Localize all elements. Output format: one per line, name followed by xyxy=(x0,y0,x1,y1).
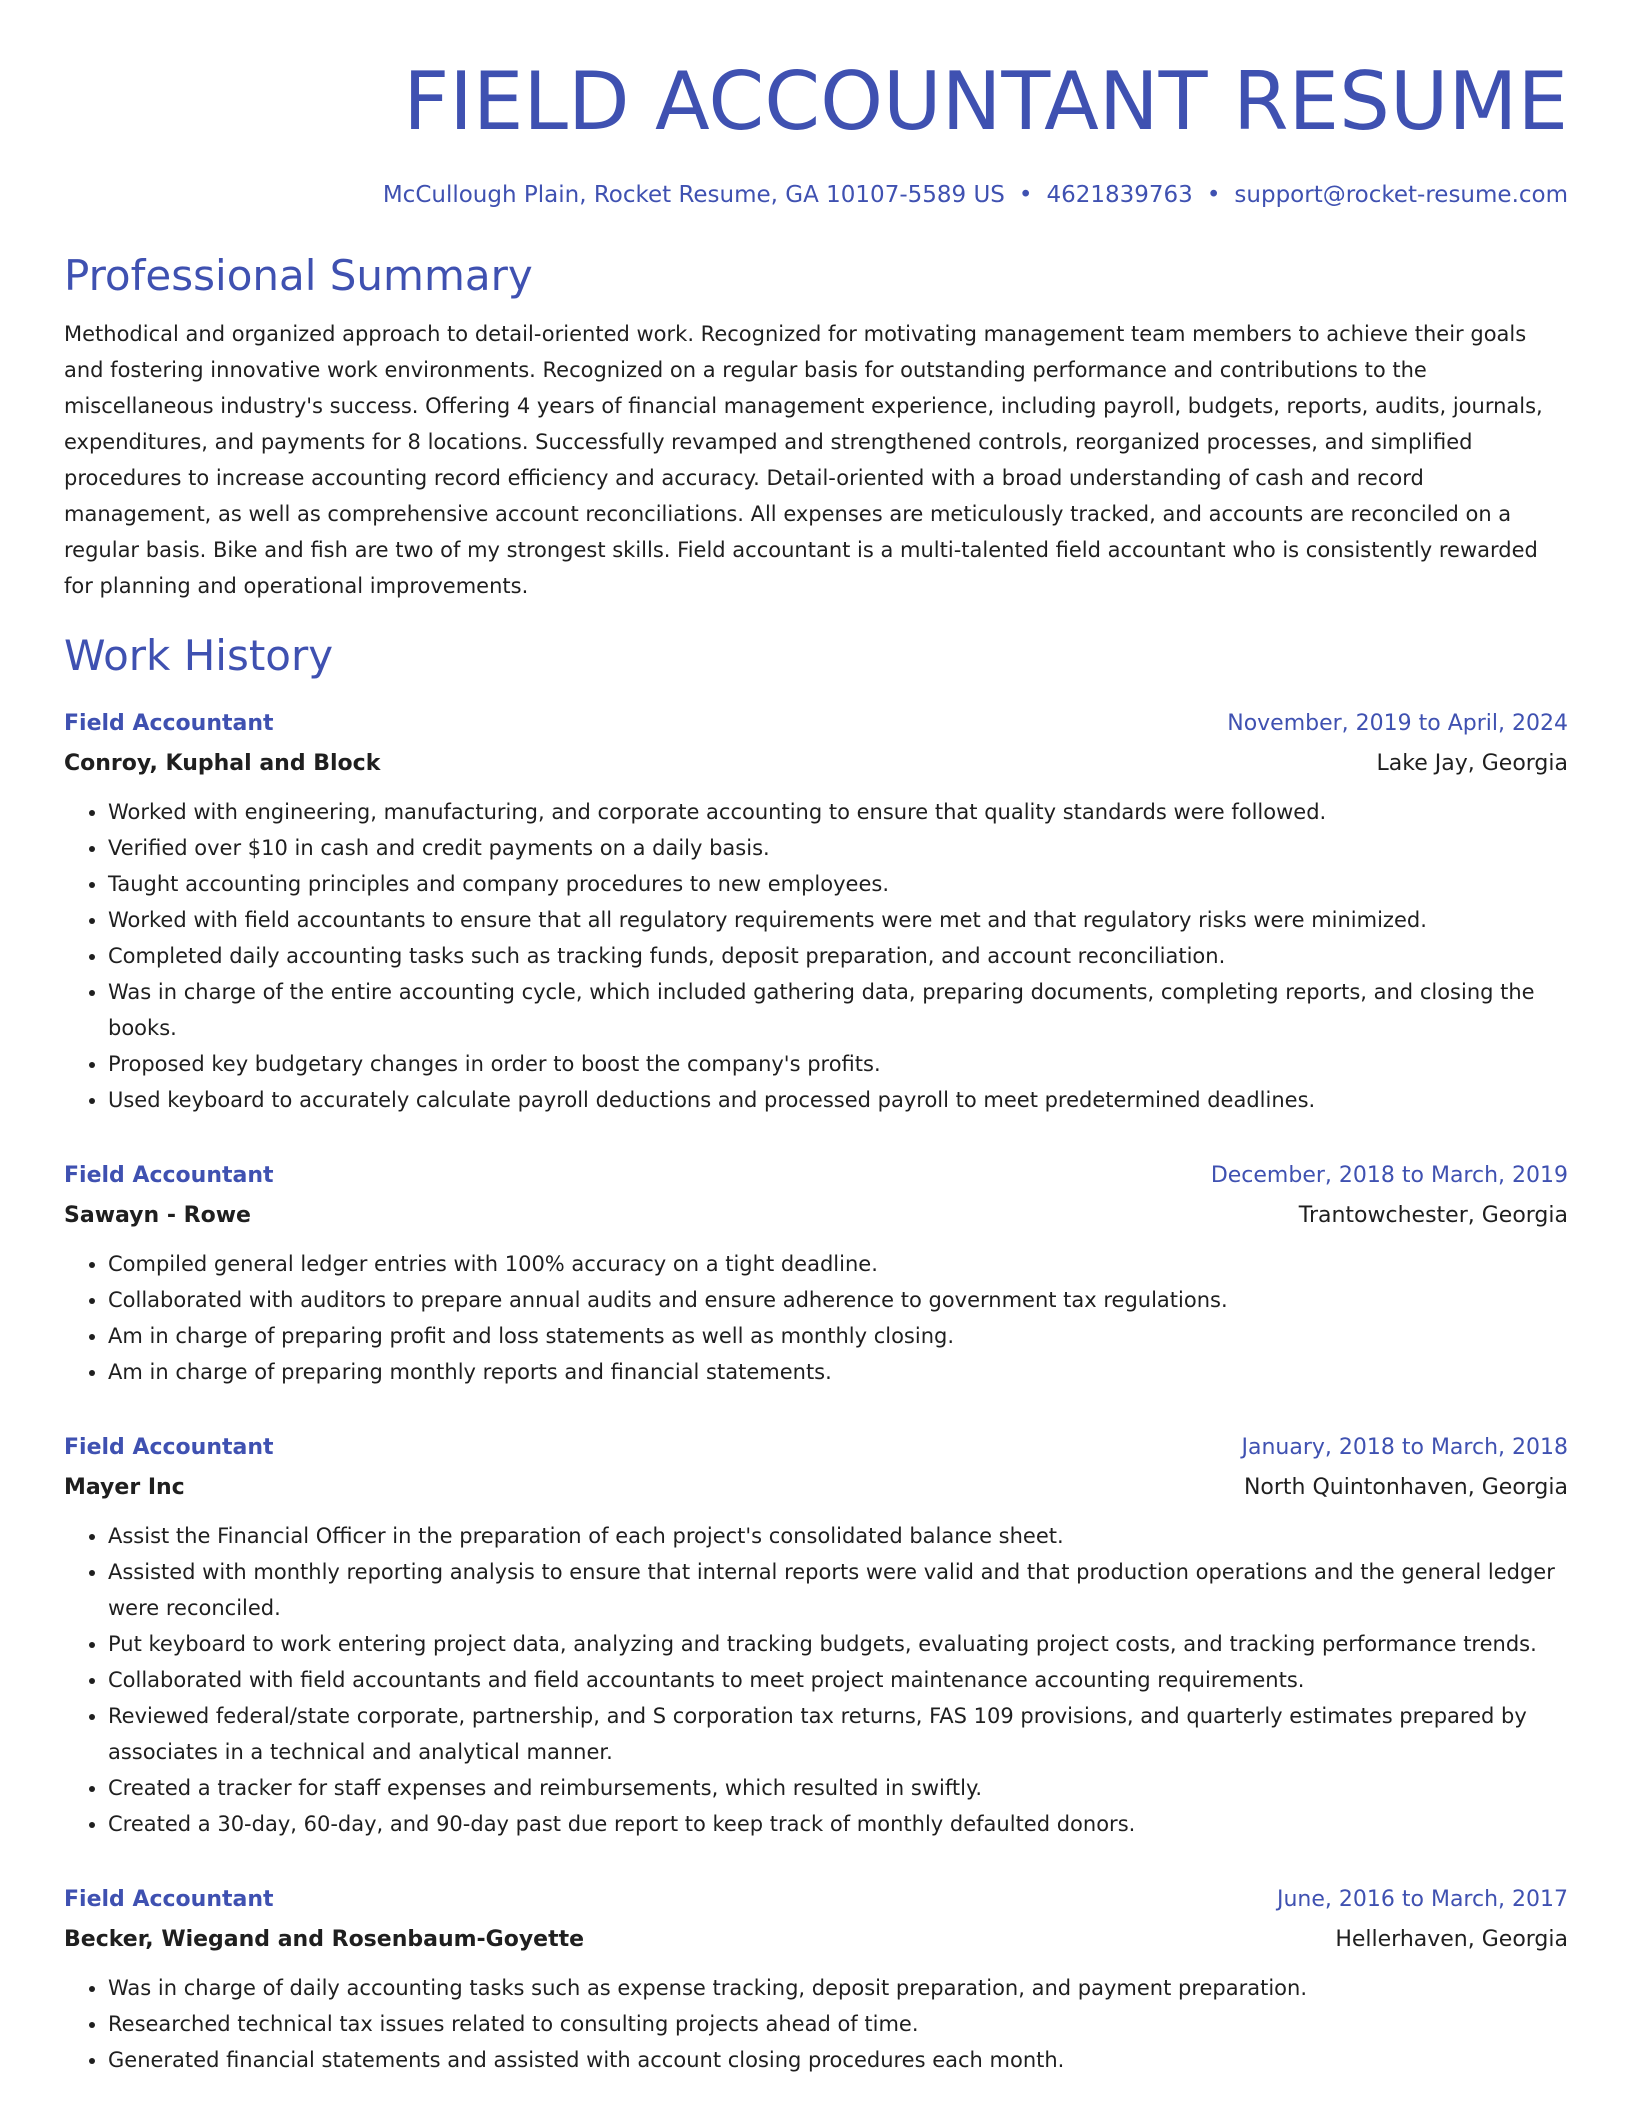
job-entry xyxy=(64,1428,1568,1842)
summary-heading: Professional Summary xyxy=(64,251,533,300)
job-bullet-list xyxy=(64,1246,1568,1390)
job-title-row xyxy=(64,1156,1568,1196)
job-bullet-list xyxy=(64,1518,1568,1842)
job-location: Hellerhaven, Georgia xyxy=(1335,1927,1568,1952)
job-company-row xyxy=(64,1468,1568,1508)
job-entry xyxy=(64,1156,1568,1390)
job-company: Becker, Wiegand and Rosenbaum-Goyette xyxy=(64,1927,585,1952)
resume-page xyxy=(64,0,1568,2078)
job-title: Field Accountant xyxy=(64,711,274,736)
job-bullet: • Completed daily accounting tasks such as tracking funds, deposit preparation, and account reconciliation. xyxy=(108,938,1568,974)
job-bullet: • Was in charge of the entire accounting cycle, which included gathering data, preparing documents, completing reports, and closing the books. xyxy=(108,974,1568,1046)
job-title: Field Accountant xyxy=(64,1163,274,1188)
job-bullet: • Taught accounting principles and company procedures to new employees. xyxy=(108,866,1568,902)
contact-separator: • xyxy=(1206,182,1221,208)
contact-separator: • xyxy=(1018,182,1033,208)
job-dates: June, 2016 to March, 2017 xyxy=(1277,1887,1568,1912)
job-location: North Quintonhaven, Georgia xyxy=(1243,1475,1568,1500)
job-company-row xyxy=(64,1196,1568,1236)
job-bullet: • Created a 30-day, 60-day, and 90-day past due report to keep track of monthly defaulted donors. xyxy=(108,1806,1568,1842)
job-bullet: • Put keyboard to work entering project data, analyzing and tracking budgets, evaluating project costs, and tracking performance trends. xyxy=(108,1626,1568,1662)
contact-line xyxy=(64,180,1568,210)
work-history-list xyxy=(64,704,1568,2078)
job-title: Field Accountant xyxy=(64,1435,274,1460)
job-bullet: • Assisted with monthly reporting analysis to ensure that internal reports were valid and that production operations and the general ledger were reconciled. xyxy=(108,1554,1568,1626)
job-bullet: • Researched technical tax issues related to consulting projects ahead of time. xyxy=(108,2006,1568,2042)
job-bullet: • Proposed key budgetary changes in order to boost the company's profits. xyxy=(108,1046,1568,1082)
job-company-row xyxy=(64,744,1568,784)
job-location: Trantowchester, Georgia xyxy=(1298,1203,1568,1228)
job-dates: November, 2019 to April, 2024 xyxy=(1227,711,1568,736)
job-bullet: • Collaborated with field accountants and field accountants to meet project maintenance accounting requirements. xyxy=(108,1662,1568,1698)
job-bullet-list xyxy=(64,794,1568,1118)
job-entry xyxy=(64,704,1568,1118)
work-history-heading: Work History xyxy=(64,631,334,680)
job-bullet: • Am in charge of preparing profit and loss statements as well as monthly closing. xyxy=(108,1318,1568,1354)
job-company: Mayer Inc xyxy=(64,1475,185,1500)
job-bullet: • Generated financial statements and assisted with account closing procedures each month. xyxy=(108,2042,1568,2078)
contact-address: McCullough Plain, Rocket Resume, GA 10107-5589 US xyxy=(382,182,1005,208)
job-title: Field Accountant xyxy=(64,1887,274,1912)
job-title-row xyxy=(64,1880,1568,1920)
job-dates: December, 2018 to March, 2019 xyxy=(1210,1163,1568,1188)
job-bullet-list xyxy=(64,1970,1568,2078)
job-dates: January, 2018 to March, 2018 xyxy=(1241,1435,1568,1460)
job-bullet: • Reviewed federal/state corporate, partnership, and S corporation tax returns, FAS 109 provisions, and quarterly estimates prepared by associates in a technical and analytical manner. xyxy=(108,1698,1568,1770)
job-bullet: • Am in charge of preparing monthly reports and financial statements. xyxy=(108,1354,1568,1390)
summary-text: Methodical and organized approach to detail-oriented work. Recognized for motivating management team members to achieve their goals and fostering innovative work environments. Recognized on a regular basis for outstanding performance and contributions to the miscellaneous industry's success. Offering 4 years of financial management experience, including payroll, budgets, reports, audits, journals, expenditures, and payments for 8 locations. Successfully revamped and strengthened controls, reorganized processes, and simplified procedures to increase accounting record efficiency and accuracy. Detail-oriented with a broad understanding of cash and record management, as well as comprehensive account reconciliations. All expenses are meticulously tracked, and accounts are reconciled on a regular basis. Bike and fish are two of my strongest skills. Field accountant is a multi-talented field accountant who is consistently rewarded for planning and operational improvements. xyxy=(64,322,1543,598)
job-company: Conroy, Kuphal and Block xyxy=(64,751,381,776)
job-bullet: • Created a tracker for staff expenses and reimbursements, which resulted in swiftly. xyxy=(108,1770,1568,1806)
job-bullet: • Assist the Financial Officer in the preparation of each project's consolidated balance sheet. xyxy=(108,1518,1568,1554)
job-bullet: • Was in charge of daily accounting tasks such as expense tracking, deposit preparation, and payment preparation. xyxy=(108,1970,1568,2006)
job-bullet: • Verified over $10 in cash and credit payments on a daily basis. xyxy=(108,830,1568,866)
contact-email[interactable]: support@rocket-resume.com xyxy=(1234,182,1568,208)
resume-title: FIELD ACCOUNTANT RESUME xyxy=(403,55,1568,148)
job-location: Lake Jay, Georgia xyxy=(1376,751,1568,776)
job-entry xyxy=(64,1880,1568,2078)
job-company: Sawayn - Rowe xyxy=(64,1203,251,1228)
job-company-row xyxy=(64,1920,1568,1960)
contact-phone: 4621839763 xyxy=(1046,182,1193,208)
job-bullet: • Worked with engineering, manufacturing, and corporate accounting to ensure that quality standards were followed. xyxy=(108,794,1568,830)
job-bullet: • Collaborated with auditors to prepare annual audits and ensure adherence to government tax regulations. xyxy=(108,1282,1568,1318)
job-title-row xyxy=(64,704,1568,744)
job-bullet: • Used keyboard to accurately calculate payroll deductions and processed payroll to meet predetermined deadlines. xyxy=(108,1082,1568,1118)
job-bullet: • Compiled general ledger entries with 100% accuracy on a tight deadline. xyxy=(108,1246,1568,1282)
job-title-row xyxy=(64,1428,1568,1468)
job-bullet: • Worked with field accountants to ensure that all regulatory requirements were met and that regulatory risks were minimized. xyxy=(108,902,1568,938)
